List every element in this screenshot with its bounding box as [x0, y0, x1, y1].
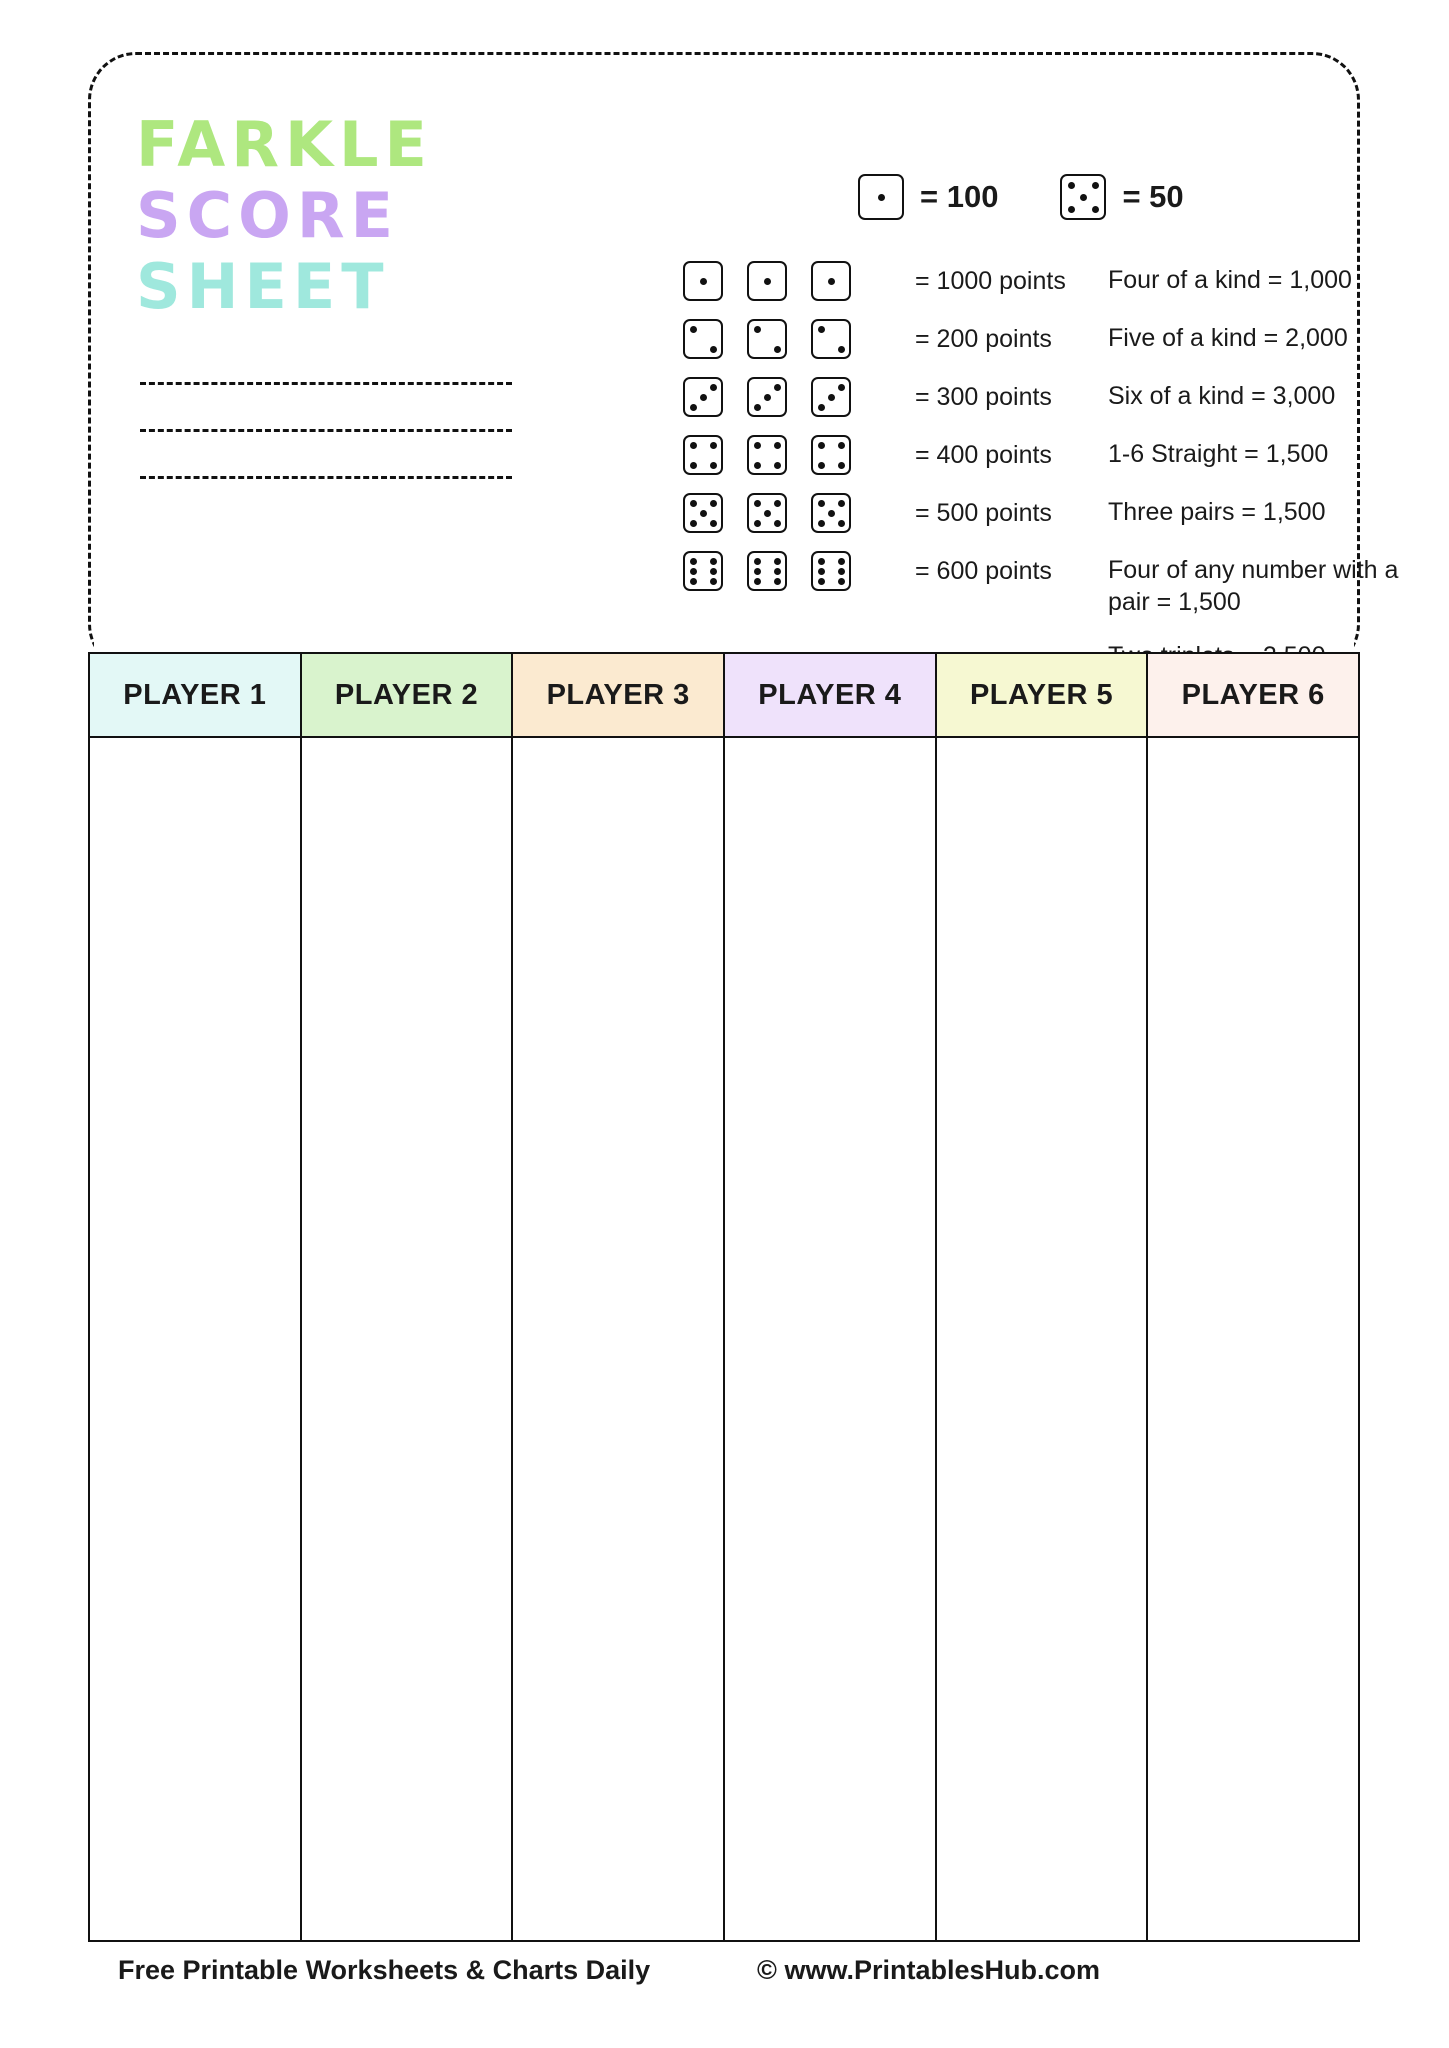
rule-five-of-a-kind: Five of a kind = 2,000	[1108, 324, 1348, 352]
blank-line-2[interactable]	[140, 429, 512, 432]
score-label-threes: = 300 points	[915, 382, 1052, 411]
die-four-icon	[747, 435, 787, 475]
score-entry-area-player-4[interactable]	[725, 738, 935, 1940]
column-header-player-3: PLAYER 3	[513, 654, 723, 738]
die-five-icon	[811, 493, 851, 533]
score-sheet	[88, 52, 1399, 1948]
title-line-3: SHEET	[136, 249, 390, 323]
legend-one-label: = 100	[920, 179, 999, 214]
table-column-player-2	[302, 654, 514, 1940]
legend-five-label: = 50	[1122, 179, 1184, 214]
die-one-icon	[858, 174, 904, 220]
blank-line-1[interactable]	[140, 382, 512, 385]
dice-trio-fives	[683, 493, 875, 533]
legend-item-five	[1060, 174, 1183, 220]
die-one-icon	[811, 261, 851, 301]
rule-three-pairs: Three pairs = 1,500	[1108, 498, 1326, 526]
blank-note-lines	[140, 382, 540, 523]
score-entry-area-player-6[interactable]	[1148, 738, 1358, 1940]
die-six-icon	[811, 551, 851, 591]
blank-line-3[interactable]	[140, 476, 512, 479]
die-three-icon	[811, 377, 851, 417]
column-header-player-2: PLAYER 2	[302, 654, 512, 738]
die-three-icon	[683, 377, 723, 417]
score-row-sixes	[683, 542, 1066, 600]
die-two-icon	[747, 319, 787, 359]
die-two-icon	[683, 319, 723, 359]
die-three-icon	[747, 377, 787, 417]
footer-copyright: © www.PrintablesHub.com	[757, 1955, 1100, 1985]
column-header-player-6: PLAYER 6	[1148, 654, 1358, 738]
score-row-fours	[683, 426, 1066, 484]
table-column-player-3	[513, 654, 725, 1940]
score-label-ones: = 1000 points	[915, 266, 1066, 295]
scoring-rules-list	[1108, 264, 1408, 698]
dice-trio-ones	[683, 261, 875, 301]
score-label-fives: = 500 points	[915, 498, 1052, 527]
die-four-icon	[683, 435, 723, 475]
table-column-player-4	[725, 654, 937, 1940]
score-label-twos: = 200 points	[915, 324, 1052, 353]
table-column-player-1	[90, 654, 302, 1940]
score-label-sixes: = 600 points	[915, 556, 1052, 585]
score-entry-area-player-2[interactable]	[302, 738, 512, 1940]
rule-four-of-a-kind: Four of a kind = 1,000	[1108, 266, 1352, 294]
column-header-player-5: PLAYER 5	[937, 654, 1147, 738]
table-column-player-5	[937, 654, 1149, 1940]
die-five-icon	[1060, 174, 1106, 220]
dice-trio-sixes	[683, 551, 875, 591]
score-entry-area-player-3[interactable]	[513, 738, 723, 1940]
die-five-icon	[683, 493, 723, 533]
column-header-player-1: PLAYER 1	[90, 654, 300, 738]
score-entry-area-player-5[interactable]	[937, 738, 1147, 1940]
die-one-icon	[683, 261, 723, 301]
die-six-icon	[747, 551, 787, 591]
dice-trio-threes	[683, 377, 875, 417]
score-row-twos	[683, 310, 1066, 368]
score-entry-area-player-1[interactable]	[90, 738, 300, 1940]
title-line-2: SCORE	[136, 178, 399, 252]
column-header-player-4: PLAYER 4	[725, 654, 935, 738]
player-score-table	[88, 652, 1360, 1942]
footer-tagline: Free Printable Worksheets & Charts Daily	[118, 1955, 651, 1985]
score-row-ones	[683, 252, 1066, 310]
score-row-fives	[683, 484, 1066, 542]
score-row-threes	[683, 368, 1066, 426]
die-one-icon	[747, 261, 787, 301]
triple-dice-score-list	[683, 252, 1066, 600]
die-five-icon	[747, 493, 787, 533]
dice-trio-twos	[683, 319, 875, 359]
page-title	[136, 108, 576, 325]
table-column-player-6	[1148, 654, 1358, 1940]
page-footer	[88, 1955, 1360, 1986]
rule-four-with-pair: Four of any number with a pair = 1,500	[1108, 556, 1399, 616]
title-line-1: FARKLE	[136, 108, 433, 181]
rule-straight: 1-6 Straight = 1,500	[1108, 440, 1329, 468]
dice-trio-fours	[683, 435, 875, 475]
single-die-legend	[858, 174, 1184, 220]
die-four-icon	[811, 435, 851, 475]
die-six-icon	[683, 551, 723, 591]
rule-six-of-a-kind: Six of a kind = 3,000	[1108, 382, 1336, 410]
die-two-icon	[811, 319, 851, 359]
score-label-fours: = 400 points	[915, 440, 1052, 469]
legend-item-one	[858, 174, 998, 220]
